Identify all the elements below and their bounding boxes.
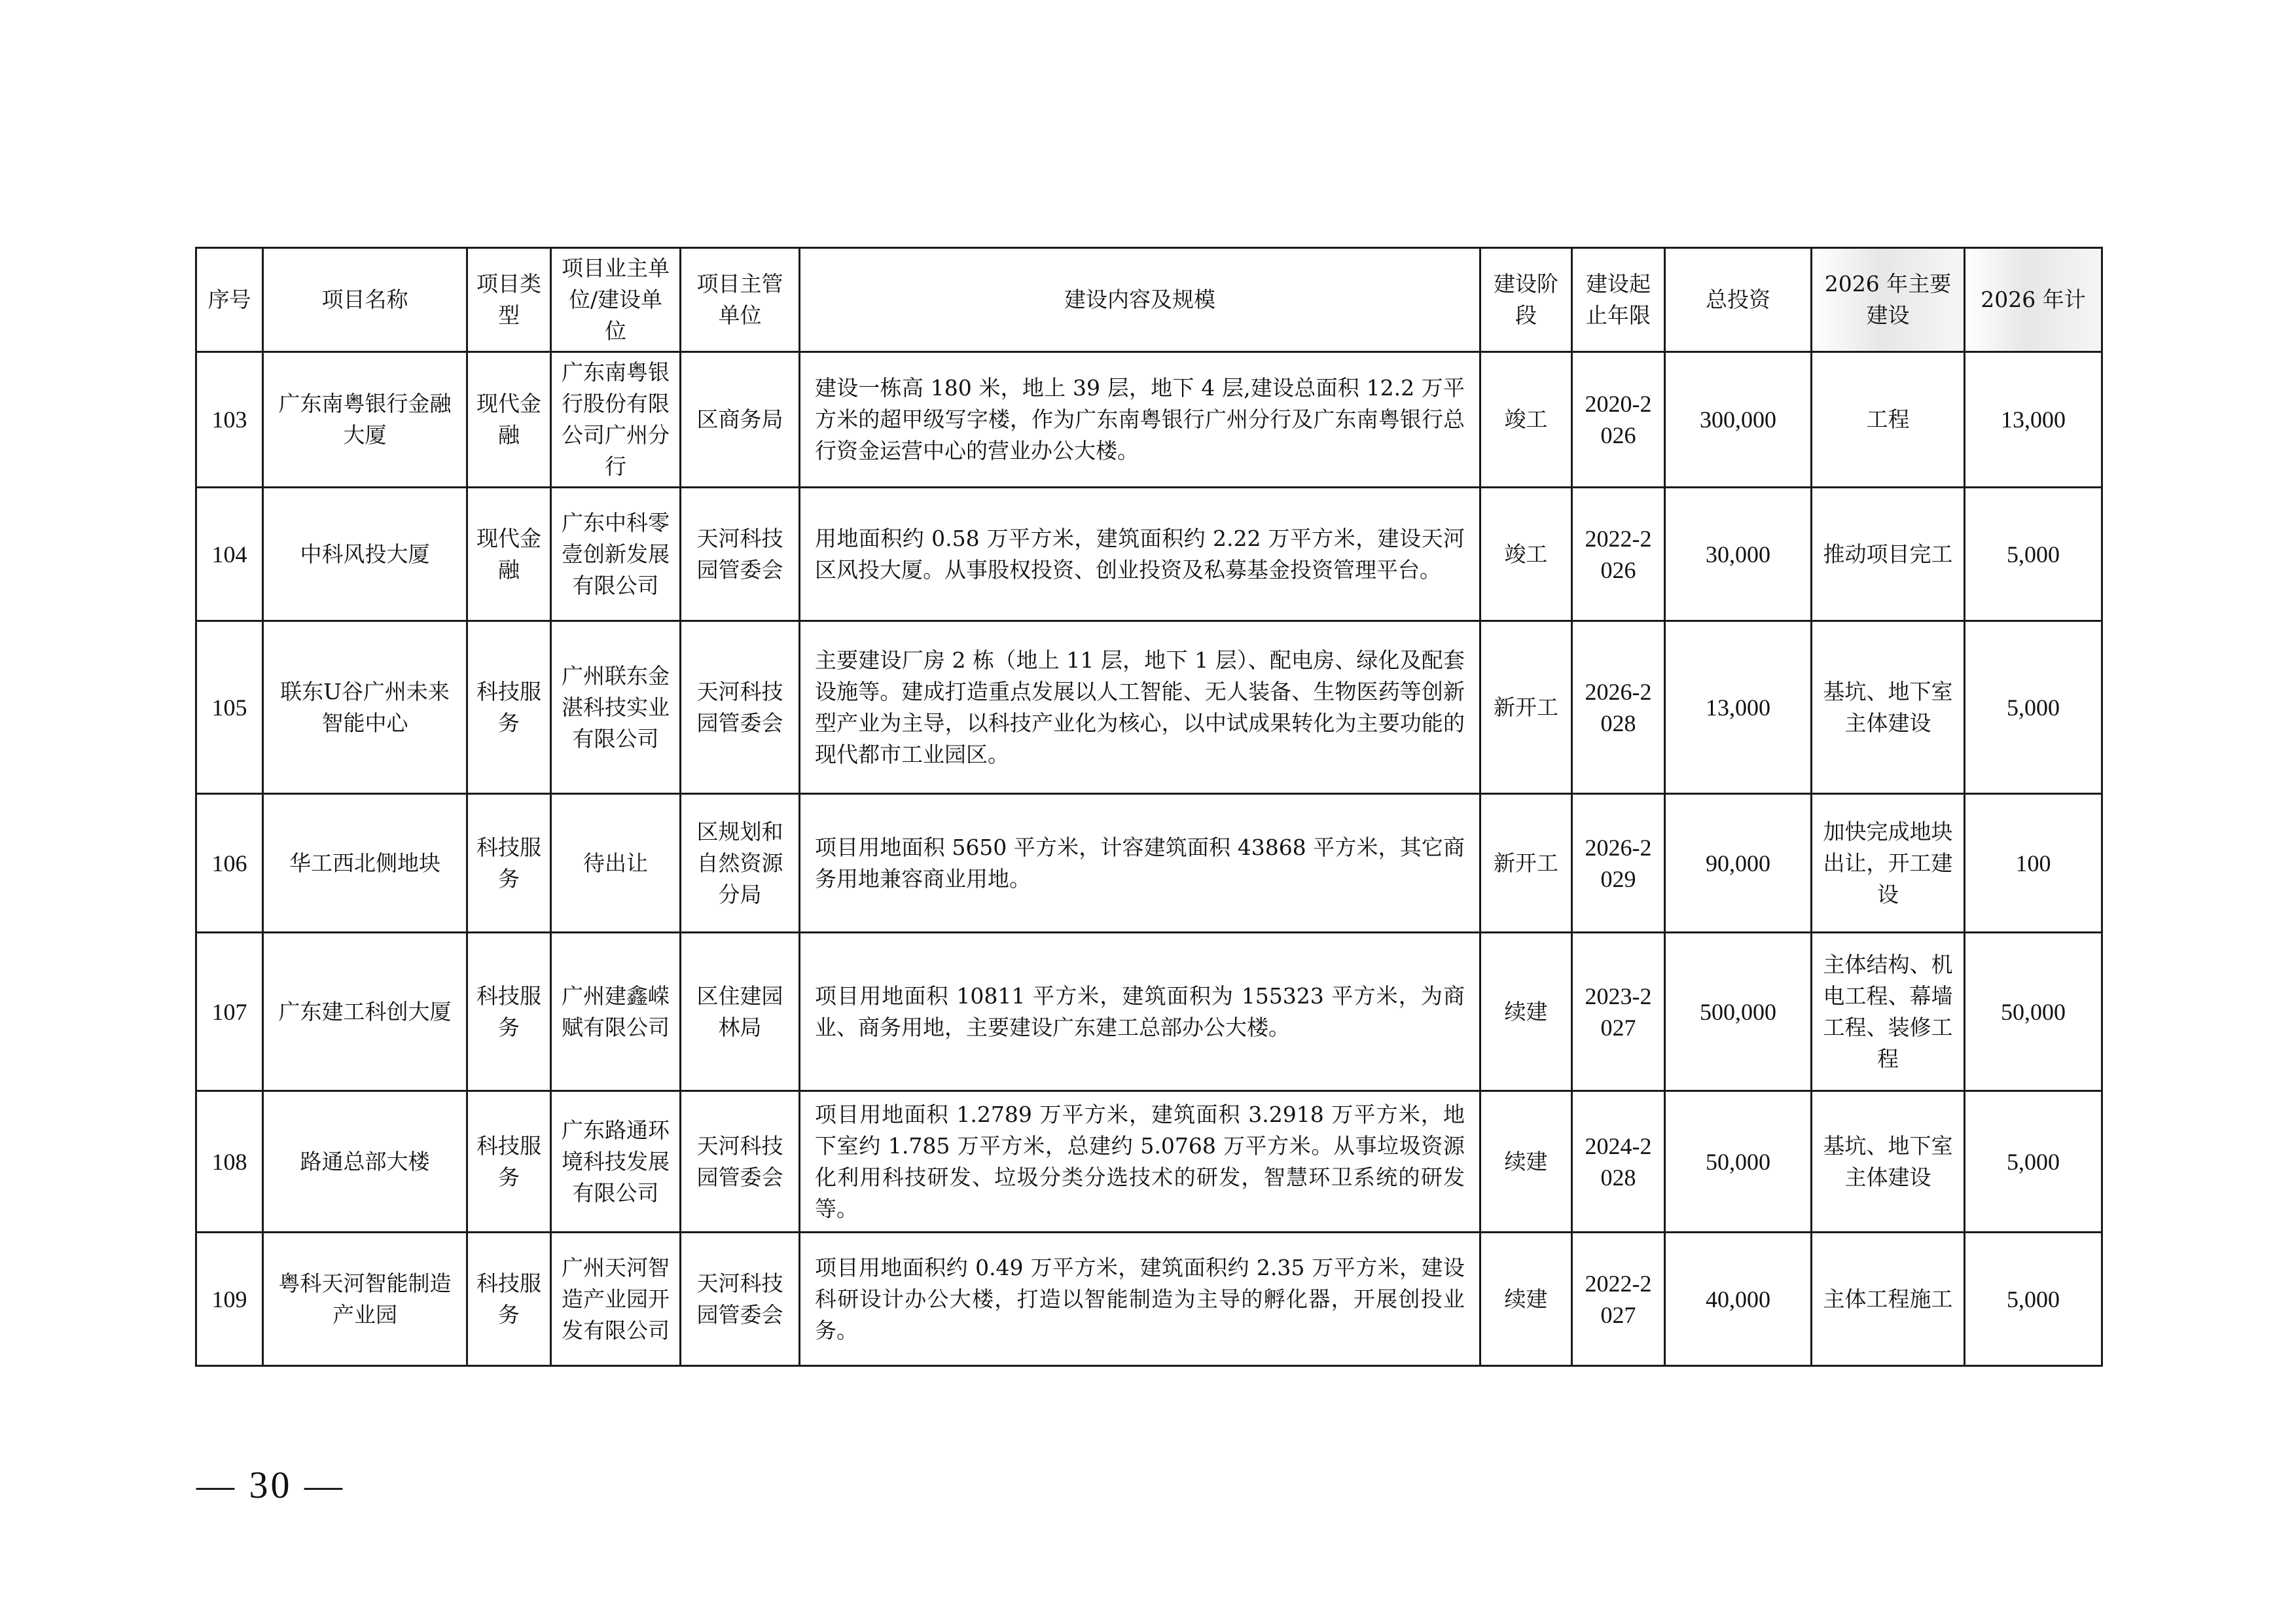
cell-plan: 50,000 xyxy=(1965,933,2102,1091)
cell-owner: 广东南粤银行股份有限公司广州分行 xyxy=(551,352,681,488)
cell-investment: 500,000 xyxy=(1665,933,1812,1091)
cell-plan: 5,000 xyxy=(1965,621,2102,794)
cell-period: 2022-2026 xyxy=(1572,488,1665,621)
cell-seq: 104 xyxy=(196,488,263,621)
cell-name: 广东建工科创大厦 xyxy=(263,933,467,1091)
cell-content: 项目用地面积 10811 平方米，建筑面积为 155323 平方米，为商业、商务用地，主要建设广东建工总部办公大楼。 xyxy=(800,933,1480,1091)
cell-goal: 推动项目完工 xyxy=(1812,488,1965,621)
cell-investment: 40,000 xyxy=(1665,1233,1812,1366)
cell-type: 科技服务 xyxy=(467,621,551,794)
cell-seq: 107 xyxy=(196,933,263,1091)
cell-name: 路通总部大楼 xyxy=(263,1091,467,1233)
cell-content: 用地面积约 0.58 万平方米，建筑面积约 2.22 万平方米，建设天河区风投大厦。从事股权投资、创业投资及私募基金投资管理平台。 xyxy=(800,488,1480,621)
cell-authority: 天河科技园管委会 xyxy=(681,1091,800,1233)
cell-stage: 续建 xyxy=(1480,933,1572,1091)
header-goal: 2026 年主要建设 xyxy=(1812,248,1965,352)
cell-content: 项目用地面积约 0.49 万平方米，建筑面积约 2.35 万平方米，建设科研设计办公大楼，打造以智能制造为主导的孵化器，开展创投业务。 xyxy=(800,1233,1480,1366)
cell-plan: 5,000 xyxy=(1965,488,2102,621)
header-seq: 序号 xyxy=(196,248,263,352)
cell-goal: 主体结构、机电工程、幕墙工程、装修工程 xyxy=(1812,933,1965,1091)
cell-name: 中科风投大厦 xyxy=(263,488,467,621)
table-row xyxy=(196,1091,2102,1233)
header-stage: 建设阶段 xyxy=(1480,248,1572,352)
cell-goal: 基坑、地下室主体建设 xyxy=(1812,621,1965,794)
cell-stage: 竣工 xyxy=(1480,352,1572,488)
cell-type: 科技服务 xyxy=(467,794,551,933)
cell-period: 2022-2027 xyxy=(1572,1233,1665,1366)
cell-name: 粤科天河智能制造产业园 xyxy=(263,1233,467,1366)
cell-authority: 天河科技园管委会 xyxy=(681,1233,800,1366)
cell-authority: 区规划和自然资源分局 xyxy=(681,794,800,933)
cell-plan: 13,000 xyxy=(1965,352,2102,488)
cell-goal: 加快完成地块出让，开工建设 xyxy=(1812,794,1965,933)
header-owner: 项目业主单位/建设单位 xyxy=(551,248,681,352)
cell-seq: 103 xyxy=(196,352,263,488)
cell-investment: 90,000 xyxy=(1665,794,1812,933)
cell-owner: 广州建鑫嵘赋有限公司 xyxy=(551,933,681,1091)
cell-stage: 新开工 xyxy=(1480,621,1572,794)
project-table xyxy=(195,247,2103,1367)
cell-owner: 广州天河智造产业园开发有限公司 xyxy=(551,1233,681,1366)
header-period: 建设起止年限 xyxy=(1572,248,1665,352)
cell-period: 2026-2028 xyxy=(1572,621,1665,794)
header-type: 项目类型 xyxy=(467,248,551,352)
cell-investment: 13,000 xyxy=(1665,621,1812,794)
cell-authority: 天河科技园管委会 xyxy=(681,488,800,621)
page-number: — 30 — xyxy=(196,1464,345,1506)
table-row xyxy=(196,352,2102,488)
cell-name: 广东南粤银行金融大厦 xyxy=(263,352,467,488)
cell-stage: 新开工 xyxy=(1480,794,1572,933)
table-row xyxy=(196,933,2102,1091)
cell-seq: 106 xyxy=(196,794,263,933)
cell-owner: 广州联东金湛科技实业有限公司 xyxy=(551,621,681,794)
cell-type: 科技服务 xyxy=(467,1233,551,1366)
cell-period: 2023-2027 xyxy=(1572,933,1665,1091)
cell-investment: 50,000 xyxy=(1665,1091,1812,1233)
cell-content: 主要建设厂房 2 栋（地上 11 层，地下 1 层）、配电房、绿化及配套设施等。建成打造重点发展以人工智能、无人装备、生物医药等创新型产业为主导，以科技产业化为核心，以中试成果转化为主要功能的现代都市工业园区。 xyxy=(800,621,1480,794)
cell-goal: 基坑、地下室主体建设 xyxy=(1812,1091,1965,1233)
table-row xyxy=(196,794,2102,933)
cell-investment: 300,000 xyxy=(1665,352,1812,488)
cell-type: 科技服务 xyxy=(467,1091,551,1233)
cell-investment: 30,000 xyxy=(1665,488,1812,621)
cell-seq: 105 xyxy=(196,621,263,794)
header-content: 建设内容及规模 xyxy=(800,248,1480,352)
cell-goal: 工程 xyxy=(1812,352,1965,488)
header-name: 项目名称 xyxy=(263,248,467,352)
cell-period: 2024-2028 xyxy=(1572,1091,1665,1233)
cell-plan: 100 xyxy=(1965,794,2102,933)
cell-stage: 竣工 xyxy=(1480,488,1572,621)
cell-content: 项目用地面积 5650 平方米，计容建筑面积 43868 平方米，其它商务用地兼容商业用地。 xyxy=(800,794,1480,933)
cell-seq: 108 xyxy=(196,1091,263,1233)
cell-stage: 续建 xyxy=(1480,1233,1572,1366)
cell-period: 2020-2026 xyxy=(1572,352,1665,488)
cell-owner: 广东中科零壹创新发展有限公司 xyxy=(551,488,681,621)
cell-type: 现代金融 xyxy=(467,352,551,488)
cell-name: 联东U谷广州未来智能中心 xyxy=(263,621,467,794)
cell-goal: 主体工程施工 xyxy=(1812,1233,1965,1366)
cell-plan: 5,000 xyxy=(1965,1233,2102,1366)
cell-owner: 待出让 xyxy=(551,794,681,933)
cell-type: 科技服务 xyxy=(467,933,551,1091)
cell-stage: 续建 xyxy=(1480,1091,1572,1233)
table-row xyxy=(196,1233,2102,1366)
cell-content: 项目用地面积 1.2789 万平方米，建筑面积 3.2918 万平方米，地下室约 1.785 万平方米，总建约 5.0768 万平方米。从事垃圾资源化利用科技研发、垃圾分类分选技术的研发，智慧环卫系统的研发等。 xyxy=(800,1091,1480,1233)
cell-content: 建设一栋高 180 米，地上 39 层，地下 4 层,建设总面积 12.2 万平方米的超甲级写字楼，作为广东南粤银行广州分行及广东南粤银行总行资金运营中心的营业办公大楼。 xyxy=(800,352,1480,488)
cell-plan: 5,000 xyxy=(1965,1091,2102,1233)
cell-authority: 区住建园林局 xyxy=(681,933,800,1091)
table-header-row xyxy=(196,248,2102,352)
cell-owner: 广东路通环境科技发展有限公司 xyxy=(551,1091,681,1233)
header-investment: 总投资 xyxy=(1665,248,1812,352)
header-authority: 项目主管单位 xyxy=(681,248,800,352)
cell-authority: 区商务局 xyxy=(681,352,800,488)
cell-name: 华工西北侧地块 xyxy=(263,794,467,933)
cell-type: 现代金融 xyxy=(467,488,551,621)
cell-authority: 天河科技园管委会 xyxy=(681,621,800,794)
cell-period: 2026-2029 xyxy=(1572,794,1665,933)
table-row xyxy=(196,621,2102,794)
table-row xyxy=(196,488,2102,621)
header-plan: 2026 年计 xyxy=(1965,248,2102,352)
cell-seq: 109 xyxy=(196,1233,263,1366)
